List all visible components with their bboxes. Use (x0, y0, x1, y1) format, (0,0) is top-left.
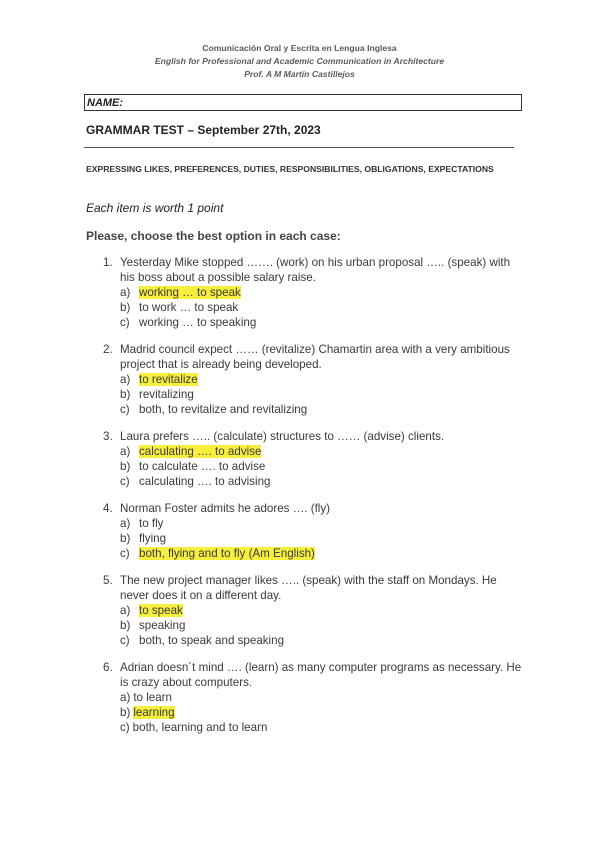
answer-option[interactable] (120, 516, 523, 531)
option-text: both, to speak and speaking (139, 634, 285, 647)
question-1 (103, 255, 523, 330)
answer-option[interactable] (120, 618, 523, 633)
question-4 (103, 501, 523, 561)
option-text: to fly (139, 517, 164, 530)
option-list (120, 516, 523, 561)
answer-option[interactable] (120, 315, 523, 330)
course-subtitle: English for Professional and Academic Communication in Architecture (154, 56, 445, 66)
name-field[interactable] (84, 94, 522, 111)
professor-name: Prof. A M Martín Castillejos (244, 69, 355, 79)
answer-option[interactable] (120, 603, 523, 618)
question-text: The new project manager likes ….. (speak) with the staff on Mondays. He never does it on a different day. (120, 574, 497, 602)
highlighted-answer: to speak (139, 604, 183, 617)
answer-option[interactable] (120, 300, 523, 315)
highlighted-answer: to revitalize (139, 373, 198, 386)
option-letter: b) (120, 706, 131, 719)
option-letter: b) (120, 301, 131, 314)
answer-option[interactable] (120, 402, 523, 417)
course-title: Comunicación Oral y Escrita en Lengua Inglesa (202, 43, 397, 53)
answer-option[interactable] (120, 705, 523, 720)
option-letter: b) (120, 460, 131, 473)
highlighted-answer: calculating …. to advise (139, 445, 262, 458)
question-number: 2. (103, 343, 113, 356)
question-5 (103, 573, 523, 648)
question-text: Norman Foster admits he adores …. (fly) (120, 502, 331, 515)
answer-option[interactable] (120, 531, 523, 546)
instructions: Please, choose the best option in each case: (86, 229, 341, 243)
option-text: calculating …. to advising (139, 475, 271, 488)
option-letter: a) (120, 691, 131, 704)
question-text: Laura prefers ….. (calculate) structures to …… (advise) clients. (120, 430, 445, 443)
option-letter: a) (120, 373, 131, 386)
question-text: Madrid council expect …… (revitalize) Chamartin area with a very ambitious project that is already being developed. (120, 343, 510, 371)
question-number: 1. (103, 256, 113, 269)
question-number: 3. (103, 430, 113, 443)
option-text: revitalizing (139, 388, 194, 401)
question-number: 5. (103, 574, 113, 587)
option-letter: a) (120, 517, 131, 530)
course-header (0, 42, 599, 81)
topic-heading: EXPRESSING LIKES, PREFERENCES, DUTIES, RESPONSIBILITIES, OBLIGATIONS, EXPECTATIONS (86, 164, 494, 174)
question-text: Yesterday Mike stopped ……. (work) on his urban proposal ….. (speak) with his boss about a possible salary raise. (120, 256, 511, 284)
option-text: both, to revitalize and revitalizing (139, 403, 308, 416)
highlighted-answer: working … to speak (139, 286, 241, 299)
answer-option[interactable] (120, 633, 523, 648)
option-letter: b) (120, 619, 131, 632)
name-label: NAME: (87, 97, 124, 109)
question-6 (103, 660, 523, 735)
option-text: to calculate …. to advise (139, 460, 266, 473)
question-number: 4. (103, 502, 113, 515)
option-letter: a) (120, 445, 131, 458)
question-3 (103, 429, 523, 489)
option-letter: c) (120, 547, 130, 560)
scoring-note: Each item is worth 1 point (86, 201, 224, 215)
option-letter: b) (120, 532, 131, 545)
option-text: working … to speaking (139, 316, 257, 329)
option-list (120, 690, 523, 735)
question-number: 6. (103, 661, 113, 674)
title-divider (84, 147, 514, 148)
option-list (120, 444, 523, 489)
option-text: to learn (133, 691, 172, 704)
option-list (120, 603, 523, 648)
option-letter: c) (120, 634, 130, 647)
highlighted-answer: learning (133, 706, 175, 719)
answer-option[interactable] (120, 387, 523, 402)
option-letter: c) (120, 721, 130, 734)
answer-option[interactable] (120, 444, 523, 459)
option-list (120, 285, 523, 330)
option-text: speaking (139, 619, 186, 632)
option-letter: a) (120, 286, 131, 299)
option-list (120, 372, 523, 417)
question-2 (103, 342, 523, 417)
option-letter: c) (120, 475, 130, 488)
option-text: both, learning and to learn (132, 721, 268, 734)
answer-option[interactable] (120, 459, 523, 474)
answer-option[interactable] (120, 285, 523, 300)
option-letter: a) (120, 604, 131, 617)
option-letter: c) (120, 316, 130, 329)
test-title: GRAMMAR TEST – September 27th, 2023 (86, 123, 321, 137)
question-text: Adrian doesn´t mind …. (learn) as many computer programs as necessary. He is crazy about computers. (120, 661, 522, 689)
question-list (103, 255, 523, 747)
option-letter: c) (120, 403, 130, 416)
option-letter: b) (120, 388, 131, 401)
option-text: to work … to speak (139, 301, 239, 314)
answer-option[interactable] (120, 690, 523, 705)
highlighted-answer: both, flying and to fly (Am English) (139, 547, 315, 560)
answer-option[interactable] (120, 720, 523, 735)
answer-option[interactable] (120, 546, 523, 561)
answer-option[interactable] (120, 474, 523, 489)
option-text: flying (139, 532, 167, 545)
answer-option[interactable] (120, 372, 523, 387)
